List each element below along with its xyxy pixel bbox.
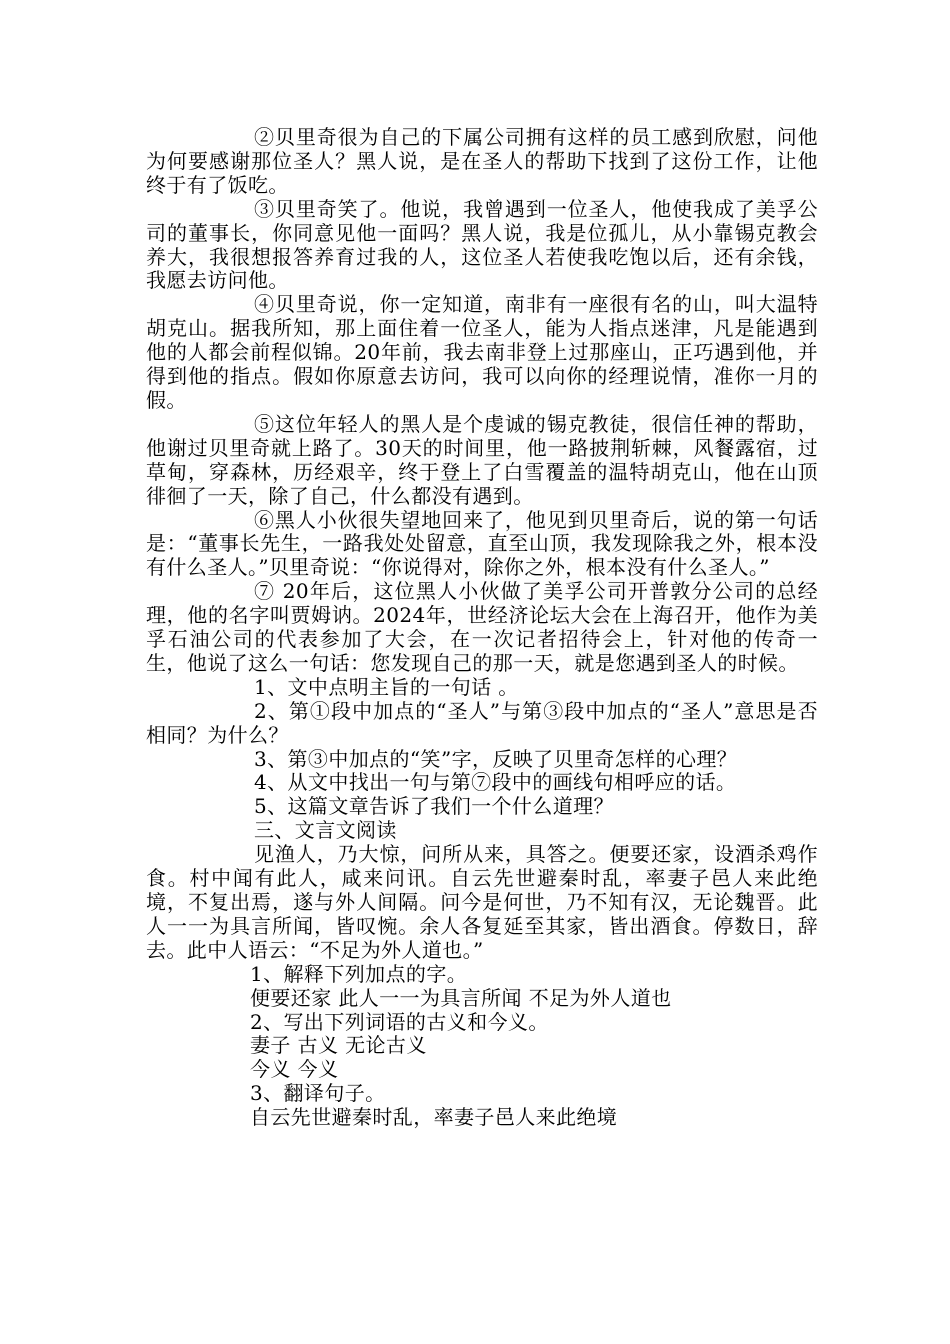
question-3: 3、第③中加点的“笑”字，反映了贝里奇怎样的心理？ [254,746,738,771]
exercise-line-3: 2、写出下列词语的古义和今义。 [250,1009,549,1034]
section-title: 三、文言文阅读 [254,818,397,843]
exercise-line-5: 今义 今义 [250,1057,339,1082]
exercise-line-7: 自云先世避秦时乱，率妻子邑人来此绝境 [250,1105,618,1130]
question-5: 5、这篇文章告诉了我们一个什么道理？ [254,794,614,819]
document-body [146,126,818,1130]
question-4: 4、从文中找出一句与第⑦段中的画线句相呼应的话。 [254,770,737,795]
story-paragraph-4: ④贝里奇说，你一定知道，南非有一座很有名的山，叫大温特胡克山。据我所知，那上面住着一位圣人，能为人指点迷津，凡是能遇到他的人都会前程似锦。20年前，我去南非登上过那座山，正巧遇到他，并得到他的指点。假如你原意去访问，我可以向你的经理说情，准你一月的假。 [146,292,818,412]
story-paragraph-7: ⑦ 20年后，这位黑人小伙做了美孚公司开普敦分公司的总经理，他的名字叫贾姆讷。2024年，世经济论坛大会在上海召开，他作为美孚石油公司的代表参加了大会，在一次记者招待会上，针对他的传奇一生，他说了这么一句话：您发现自己的那一天，就是您遇到圣人的时候。 [146,579,818,675]
exercise-line-1: 1、解释下列加点的字。 [250,961,468,986]
exercise-line-2: 便要还家 此人一一为具言所闻 不足为外人道也 [250,985,672,1010]
story-paragraph-2: ②贝里奇很为自己的下属公司拥有这样的员工感到欣慰，问他为何要感谢那位圣人？黑人说，是在圣人的帮助下找到了这份工作，让他终于有了饭吃。 [146,125,818,197]
exercise-line-4: 妻子 古义 无论古义 [250,1033,427,1058]
question-1: 1、文中点明主旨的一句话 。 [254,674,519,699]
classical-passage: 见渔人，乃大惊，问所从来，具答之。便要还家，设酒杀鸡作食。村中闻有此人，咸来问讯。自云先世避秦时乱，率妻子邑人来此绝境，不复出焉，遂与外人间隔。问今是何世，乃不知有汉，无论魏晋。此人一一为具言所闻，皆叹惋。余人各复延至其家，皆出酒食。停数日，辞去。此中人语云：“不足为外人道也。” [146,842,818,962]
exercise-line-6: 3、翻译句子。 [250,1081,386,1106]
story-paragraph-5: ⑤这位年轻人的黑人是个虔诚的锡克教徒，很信任神的帮助，他谢过贝里奇就上路了。30天的时间里，他一路披荆斩棘，风餐露宿，过草甸，穿森林，历经艰辛，终于登上了白雪覆盖的温特胡克山，他在山顶徘徊了一天，除了自己，什么都没有遇到。 [146,411,818,508]
story-paragraph-6: ⑥黑人小伙很失望地回来了，他见到贝里奇后，说的第一句话是：“董事长先生，一路我处处留意，直至山顶，我发现除我之外，根本没有什么圣人。”贝里奇说：“你说得对，除你之外，根本没有什么圣人。” [146,507,818,580]
question-2: 2、第①段中加点的“圣人”与第③段中加点的“圣人”意思是否相同？为什么？ [146,698,818,747]
story-paragraph-3: ③贝里奇笑了。他说，我曾遇到一位圣人，他使我成了美孚公司的董事长，你同意见他一面吗？黑人说，我是位孤儿，从小靠锡克教会养大，我很想报答养育过我的人，这位圣人若使我吃饱以后，还有余钱，我愿去访问他。 [146,196,818,293]
